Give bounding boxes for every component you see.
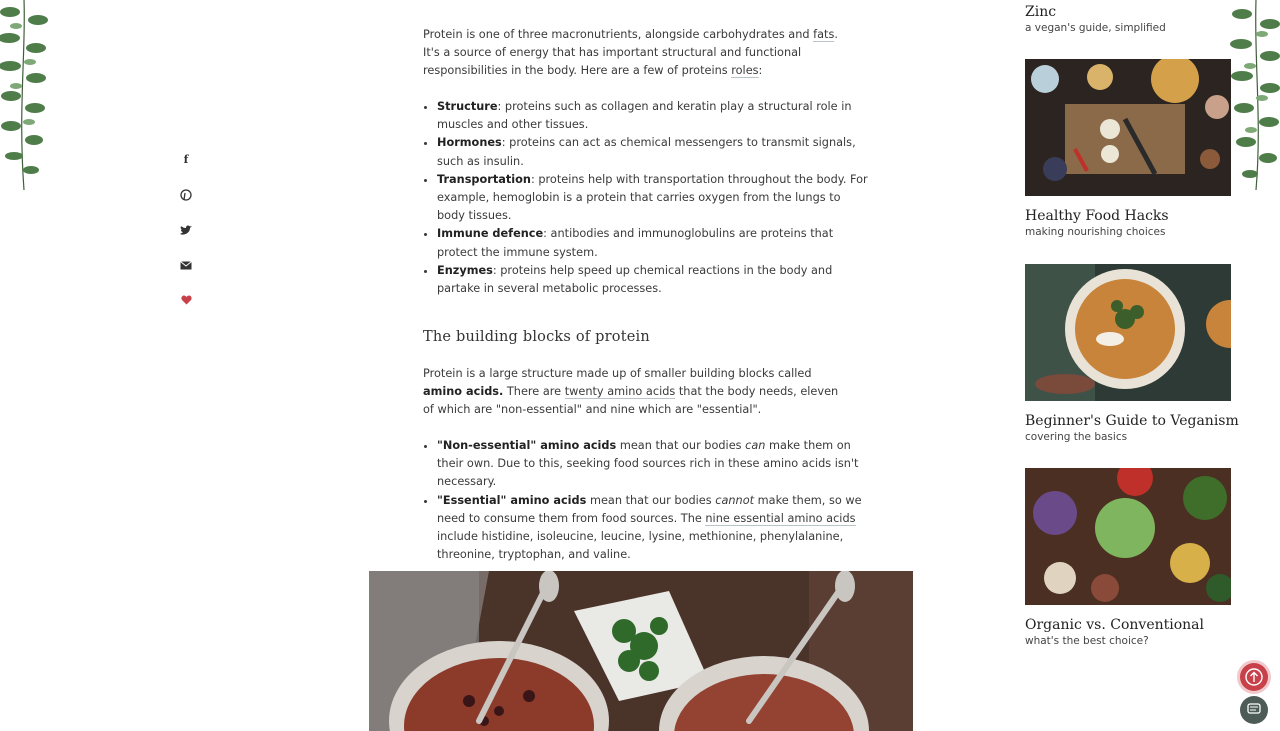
role-term: Hormones [437,136,502,150]
building-paragraph [423,365,849,420]
intro-paragraph [423,26,855,81]
role-term: Transportation [437,172,531,186]
email-icon[interactable] [176,255,196,275]
twitter-icon[interactable] [176,220,196,240]
role-text: : proteins can act as chemical messengers to transmit signals, such as insulin. [437,136,856,168]
essential-text-3: include histidine, isoleucine, leucine, lysine, methionine, phenylalanine, threonine, tryptophan, and valine. [437,530,844,562]
role-text: : antibodies and immunoglobulins are proteins that protect the immune system. [437,227,834,259]
building-text-3: that the body needs, eleven of which are "non-essential" and nine which are "essential". [423,385,839,417]
list-item [437,171,869,226]
essential-text-1: mean that our bodies [586,493,716,507]
list-item [437,437,869,492]
section-heading-functions [423,0,578,1]
nonessential-text-2: make them on their own. Due to this, seeking food sources rich in these amino acids isn't necessary. [437,439,859,489]
nonessential-term: "Non-essential" amino acids [437,439,617,452]
facebook-icon[interactable]: f [183,153,189,166]
intro-text-3: : [758,64,763,78]
list-item [437,492,869,565]
essential-text-2: make them, so we need to consume them from food sources. The [437,493,862,525]
fats-link[interactable]: fats [813,28,835,41]
vine-decoration-right [1224,0,1280,200]
article-photo-bowls [369,571,913,731]
nine-essential-amino-acids-link[interactable]: nine essential amino acids [705,511,856,525]
card-beginners-guide[interactable] [1025,413,1239,443]
role-term: Immune defence [437,227,544,241]
building-text-1: Protein is a large structure made up of smaller building blocks called [423,367,812,380]
role-term: Enzymes [437,263,493,277]
card-subtitle: covering the basics [1025,431,1128,443]
scroll-to-top-button[interactable] [1240,663,1268,691]
heart-icon[interactable] [176,290,196,310]
amino-acids-term: amino acids. [423,385,504,399]
card-organic-vs-conventional[interactable] [1025,617,1204,647]
list-item [437,262,869,298]
nonessential-text-1: mean that our bodies [616,439,746,452]
card-subtitle: a vegan's guide, simplified [1025,22,1166,34]
intro-text-1: Protein is one of three macronutrients, alongside carbohydrates and [423,28,814,41]
card-healthy-food-hacks[interactable] [1025,208,1169,238]
nonessential-emphasis: can [745,439,766,452]
twenty-amino-acids-link[interactable]: twenty amino acids [564,385,676,399]
card-subtitle: making nourishing choices [1025,226,1166,238]
intro-text-2: . It's a source of energy that has important structural and functional responsibilities in the body. Here are a few of proteins [423,28,838,78]
list-item [437,98,869,134]
arrow-up-icon [1240,663,1268,691]
role-text: : proteins help with transportation throughout the body. For example, hemoglobin is a protein that carries oxygen from the lungs to body tissues. [437,172,868,223]
section-heading-building-blocks: The building blocks of protein [423,329,650,345]
list-item [437,225,869,261]
share-bar [176,150,196,325]
card-title[interactable]: Organic vs. Conventional [1025,617,1204,633]
amino-list [423,437,869,564]
role-term: Structure [437,100,498,113]
card-image-healthy-food-hacks[interactable] [1025,59,1231,196]
roles-list [423,98,869,298]
card-title[interactable]: Zinc [1025,4,1057,20]
card-image-beginners-guide[interactable] [1025,264,1231,401]
card-zinc[interactable] [1025,4,1166,34]
card-title[interactable]: Healthy Food Hacks [1025,208,1169,224]
roles-link[interactable]: roles [731,64,759,78]
role-text: : proteins help speed up chemical reactions in the body and partake in several metabolic processes. [437,263,833,296]
role-text: : proteins such as collagen and keratin play a structural role in muscles and other tissues. [437,100,852,132]
building-text-2: There are [503,385,565,399]
essential-term: "Essential" amino acids [437,493,587,507]
card-subtitle: what's the best choice? [1025,635,1149,647]
vine-decoration-left [0,0,56,200]
list-item [437,134,869,170]
essential-emphasis: cannot [715,493,755,507]
card-image-organic-vs-conventional[interactable] [1025,468,1231,605]
pinterest-icon[interactable] [176,185,196,205]
card-title[interactable]: Beginner's Guide to Veganism [1025,413,1239,429]
